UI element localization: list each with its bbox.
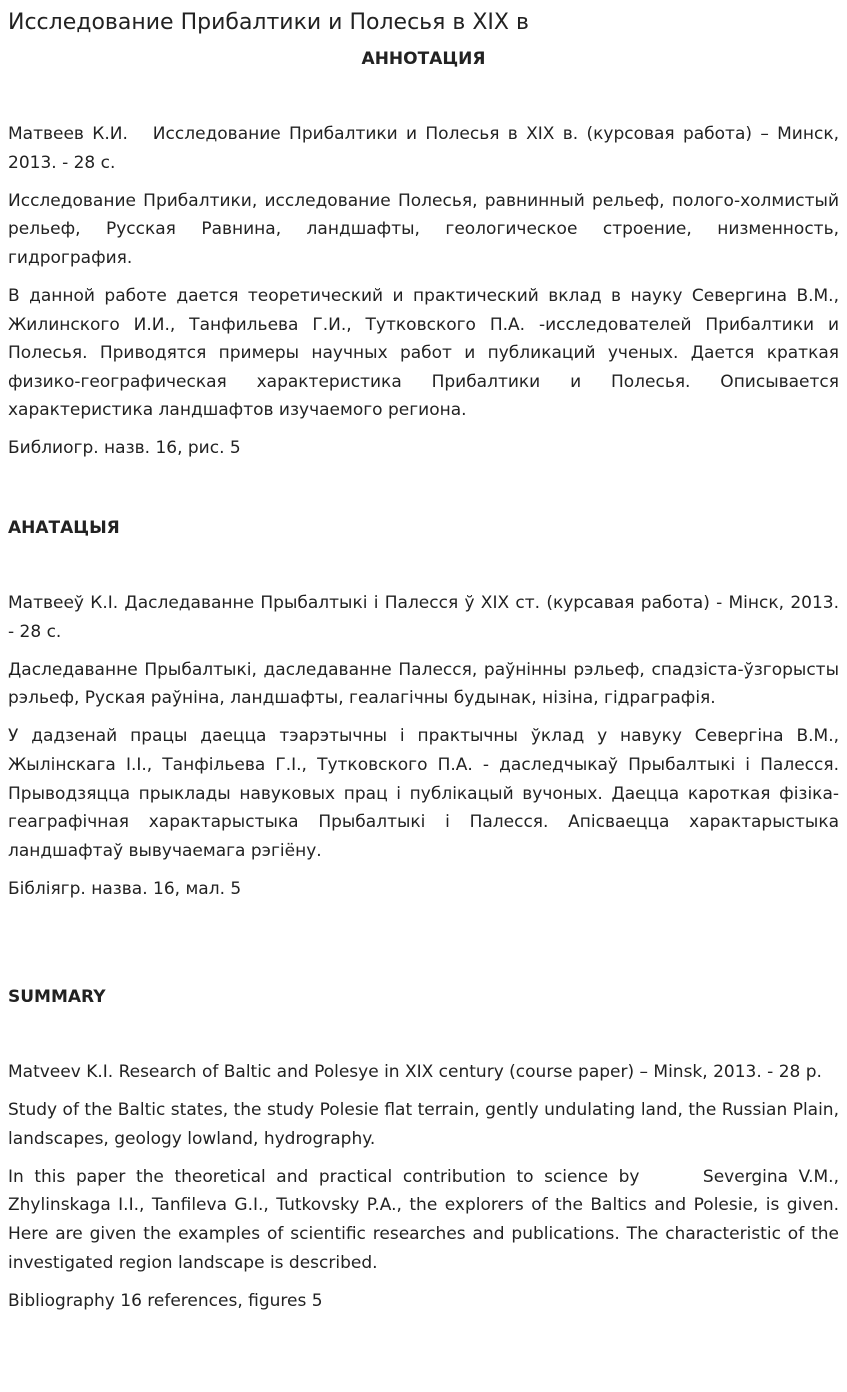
bibliography-by: Бібліягр. назва. 16, мал. 5 xyxy=(8,878,242,899)
keywords-en: Study of the Baltic states, the study Polesie flat terrain, gently undulating land, the Russian Plain, landscapes, geology lowland, hydrography. xyxy=(8,1100,839,1149)
abstract-ru: В данной работе дается теоретический и практический вклад в науку Севергина В.М., Жилинского И.И., Танфильева Г.И., Тутковского П.А. -исследователей Прибалтики и Полесья. Приводятся примеры научных работ и публикаций ученых. Дается краткая физико-географическая характеристика Прибалтики и Полесья. Описывается характеристика ландшафтов изучаемого региона. xyxy=(8,285,839,421)
abstract-by: У дадзенай працы даецца тэарэтычны і практычны ўклад у навуку Севергіна В.М., Жылінскага І.І., Танфільева Г.І., Тутковского П.А. - даследчыкаў Прыбалтыкі і Палесся. Прыводзяцца прыклады навуковых прац і публікацый вучоных. Даецца кароткая фізіка-геаграфічная характарыстыка Прыбалтыкі і Палесся. Апісваецца характарыстыка ландшафтаў вывучаемага рэгіёну. xyxy=(8,726,839,861)
annotation-heading-ru: АННОТАЦИЯ xyxy=(361,49,486,69)
citation-en: Matveev K.I. Research of Baltic and Polesye in XIX century (course paper) – Minsk, 2013. - 28 p. xyxy=(8,1062,822,1082)
bibliography-en: Bibliography 16 references, figures 5 xyxy=(8,1290,323,1311)
keywords-by: Даследаванне Прыбалтыкі, даследаванне Палесся, раўнінны рэльеф, спадзіста-ўзгорысты рэльеф, Руская раўніна, ландшафты, геалагічны будынак, нізіна, гідраграфія. xyxy=(8,659,839,709)
abstract-en: In this paper the theoretical and practical contribution to science by Severgina V.M., Zhylinskaga I.I., Tanfileva G.I., Tutkovsky P.A., the explorers of the Baltics and Polesie, is given. Here are given the examples of scientific researches and publications. The characteristic of the investigated region landscape is described. xyxy=(8,1166,845,1273)
annotation-by xyxy=(8,589,839,903)
citation-by: Матвееў К.І. Даследаванне Прыбалтыкі і Палесся ў XIX ст. (курсавая работа) - Мінск, 2013. - 28 с. xyxy=(8,593,839,642)
page-title: Исследование Прибалтики и Полесья в XIX в xyxy=(8,10,529,35)
keywords-ru: Исследование Прибалтики, исследование Полесья, равнинный рельеф, полого-холмистый рельеф, Русская Равнина, ландшафты, геологическое строение, низменность, гидрография. xyxy=(8,190,839,268)
citation-ru: Матвеев К.И. Исследование Прибалтики и Полесья в XIX в. (курсовая работа) – Минск, 2013. - 28 с. xyxy=(8,124,845,173)
annotation-ru xyxy=(8,120,845,463)
summary-en xyxy=(8,1058,845,1315)
summary-heading-en: SUMMARY xyxy=(8,987,106,1007)
bibliography-ru: Библиогр. назв. 16, рис. 5 xyxy=(8,438,241,459)
annotation-heading-by: АНАТАЦЫЯ xyxy=(8,518,120,538)
